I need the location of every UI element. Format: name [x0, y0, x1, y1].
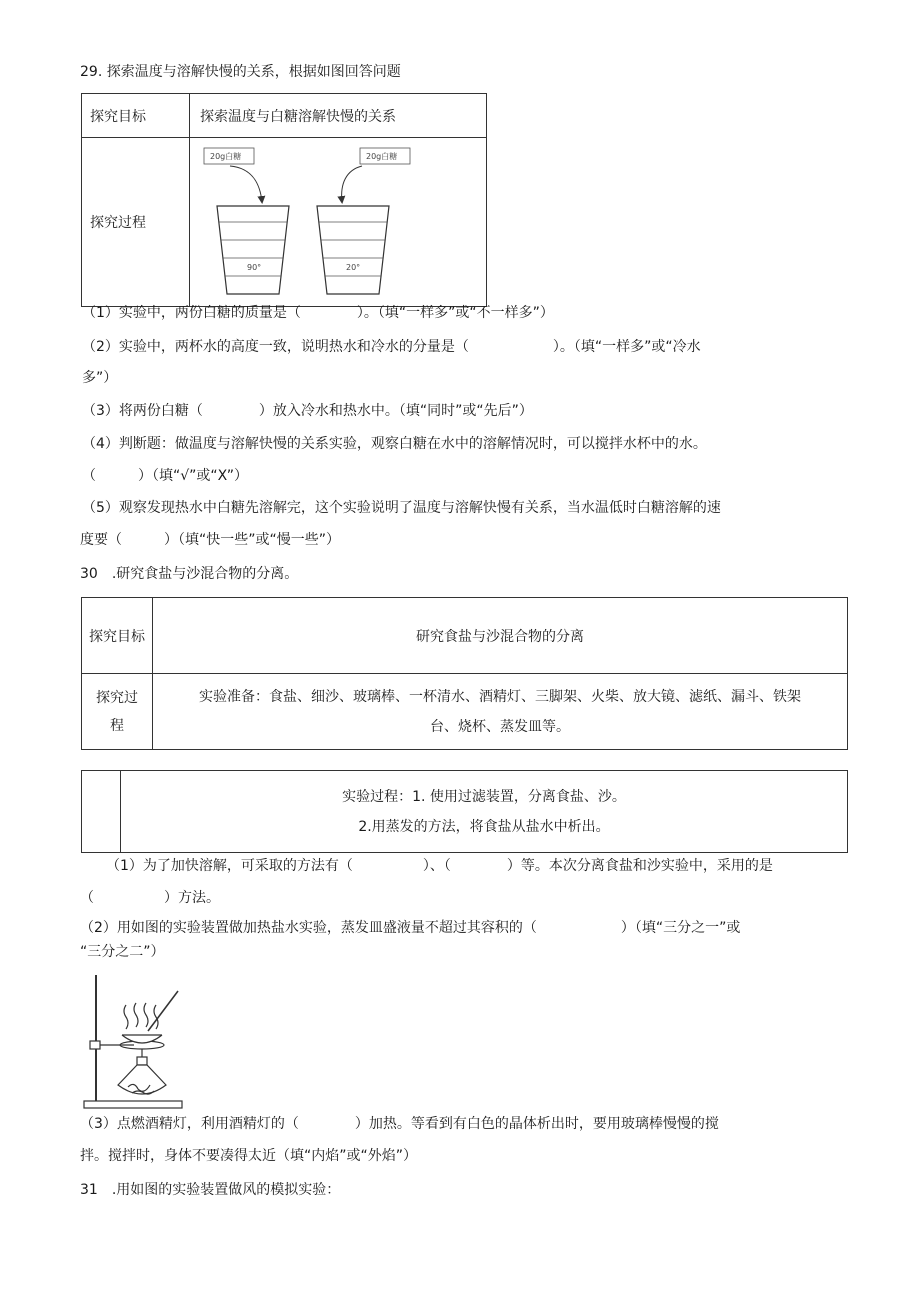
- q29-item-3: （3）将两份白糖（ ）放入冷水和热水中。（填“同时”或“先后”）: [82, 403, 533, 419]
- q30-goal-value: 研究食盐与沙混合物的分离: [153, 598, 848, 674]
- q30-item-1-cont: （ ）方法。: [80, 890, 220, 906]
- q30-item-1: （1）为了加快溶解，可采取的方法有（ ）、（ ）等。本次分离食盐和沙实验中，采用的是: [106, 858, 773, 874]
- q29-table: [81, 93, 487, 307]
- q30-materials-line-1: 实验准备：食盐、细沙、玻璃棒、一杯清水、酒精灯、三脚架、火柴、放大镜、滤纸、漏斗、铁架: [199, 688, 801, 705]
- q29-item-5-cont: 度要（ ）（填“快一些”或“慢一些”）: [80, 532, 341, 548]
- sugar-label-right: 20g白糖: [366, 152, 398, 161]
- q30-materials-line-2: 台、烧杯、蒸发皿等。: [430, 718, 570, 735]
- q29-goal-label: 探究目标: [82, 94, 190, 138]
- q30-item-2-cont: “三分之二”）: [80, 944, 165, 960]
- q29-item-4-answer: （ ）（填“√”或“X”）: [82, 468, 248, 484]
- q29-item-5: （5）观察发现热水中白糖先溶解完，这个实验说明了温度与溶解快慢有关系，当水温低时白糖溶解的速: [82, 500, 721, 516]
- q29-item-1: （1）实验中，两份白糖的质量是（ ）。（填“一样多”或“不一样多”）: [82, 305, 554, 321]
- q29-item-2-cont: 多”）: [82, 370, 118, 386]
- q30-process-label-b: 程: [110, 717, 124, 734]
- q30-procedure-line-1: 实验过程：1. 使用过滤装置，分离食盐、沙。: [342, 788, 626, 805]
- q30-item-2: （2）用如图的实验装置做加热盐水实验，蒸发皿盛液量不超过其容积的（ ）（填“三分之一”或: [80, 920, 741, 936]
- hot-water-beaker: [217, 206, 289, 294]
- q31-title: 31 .用如图的实验装置做风的模拟实验：: [80, 1182, 341, 1198]
- q30-goal-label: 探究目标: [82, 598, 153, 674]
- arrow-right-icon: [342, 166, 362, 202]
- q30-procedure-line-2: 2.用蒸发的方法，将食盐从盐水中析出。: [358, 818, 610, 835]
- q30-materials: [153, 674, 848, 750]
- q29-title: 29. 探索温度与溶解快慢的关系，根据如图回答问题: [80, 64, 401, 80]
- q30-procedure-empty-cell: [82, 771, 121, 853]
- sugar-label-left: 20g白糖: [210, 152, 242, 161]
- q30-procedure: [121, 771, 848, 853]
- q29-goal-value: 探索温度与白糖溶解快慢的关系: [190, 94, 487, 138]
- q30-item-3-cont: 拌。搅拌时，身体不要凑得太近（填“内焰”或“外焰”）: [80, 1148, 418, 1164]
- q30-title: 30 .研究食盐与沙混合物的分离。: [80, 566, 299, 582]
- q29-item-2: （2）实验中，两杯水的高度一致，说明热水和冷水的分量是（ ）。（填“一样多”或“冷水: [82, 339, 701, 355]
- q29-process-label: 探究过程: [82, 138, 190, 307]
- q30-item-3: （3）点燃酒精灯，利用酒精灯的（ ）加热。等看到有白色的晶体析出时，要用玻璃棒慢慢的搅: [80, 1116, 719, 1132]
- q30-process-label-a: 探究过: [96, 689, 138, 706]
- q29-item-4: （4）判断题：做温度与溶解快慢的关系实验，观察白糖在水中的溶解情况时，可以搅拌水杯中的水。: [82, 436, 707, 452]
- arrow-left-icon: [230, 166, 262, 202]
- cold-water-beaker: [317, 206, 389, 294]
- q30-table-main: [81, 597, 848, 750]
- temp-left: 90°: [247, 263, 262, 272]
- q30-table-procedure: [81, 770, 848, 853]
- q30-process-label: [82, 674, 153, 750]
- dissolving-beakers-figure: [190, 138, 486, 302]
- temp-right: 20°: [346, 263, 361, 272]
- evaporation-apparatus-figure: [82, 973, 186, 1111]
- q29-process-figure: [190, 138, 487, 307]
